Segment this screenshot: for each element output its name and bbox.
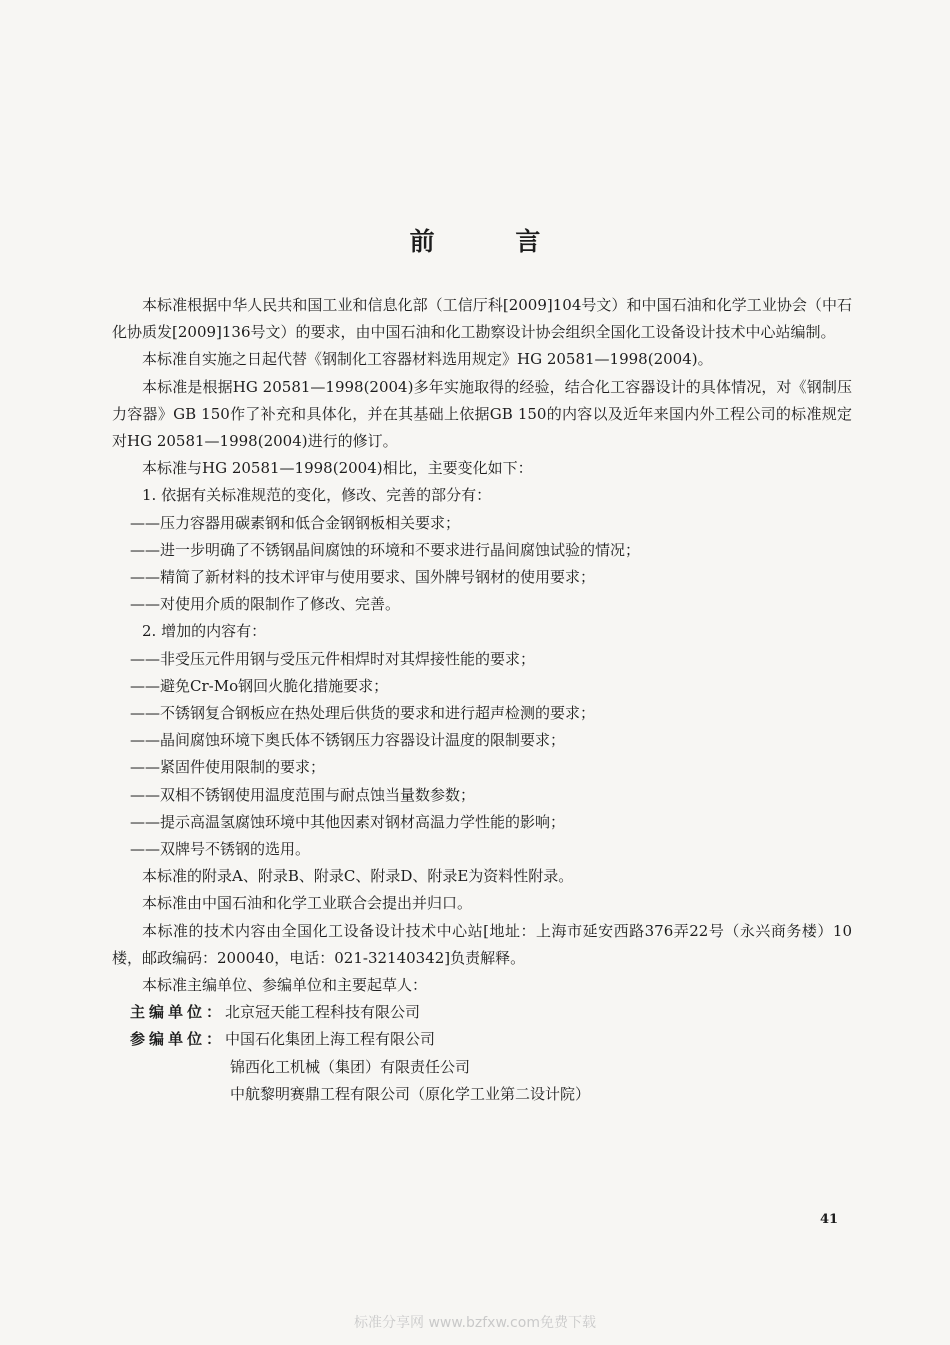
- co-drafter-label: 参编单位：: [130, 1030, 226, 1049]
- list-item: ——紧固件使用限制的要求；: [130, 758, 326, 777]
- list-item: ——避免Cr-Mo钢回火脆化措施要求；: [130, 676, 389, 695]
- section1-heading: 1. 依据有关标准规范的变化，修改、完善的部分有：: [142, 486, 492, 505]
- list-item: ——双相不锈钢使用温度范围与耐点蚀当量数参数；: [130, 785, 476, 804]
- list-item: ——压力容器用碳素钢和低合金钢钢板相关要求；: [130, 513, 461, 532]
- page-number: 41: [820, 1212, 839, 1227]
- list-item: ——提示高温氢腐蚀环境中其他因素对钢材高温力学性能的影响；: [130, 812, 566, 831]
- list-item: ——对使用介质的限制作了修改、完善。: [130, 595, 401, 614]
- paragraph-revision: 本标准是根据HG 20581—1998(2004)多年实施取得的经验，结合化工容器设计的具体情况，对《钢制压力容器》GB 150作了补充和具体化，并在其基础上依据GB 150的内容以及近年来国内外工程公司的标准规定对HG 20581—1998(2004)进行的修订。: [112, 377, 852, 451]
- list-item: ——晶间腐蚀环境下奥氏体不锈钢压力容器设计温度的限制要求；: [130, 731, 566, 750]
- watermark-footer: 标准分享网 www.bzfxw.com免费下载: [354, 1315, 596, 1331]
- paragraph-changes-intro: 本标准与HG 20581—1998(2004)相比，主要变化如下：: [142, 459, 533, 478]
- list-item: ——进一步明确了不锈钢晶间腐蚀的环境和不要求进行晶间腐蚀试验的情况；: [130, 540, 641, 559]
- list-item: ——非受压元件用钢与受压元件相焊时对其焊接性能的要求；: [130, 649, 536, 668]
- paragraph-proposer: 本标准由中国石油和化学工业联合会提出并归口。: [142, 894, 473, 913]
- co-drafter-row: [112, 1026, 852, 1053]
- paragraph-appendix: 本标准的附录A、附录B、附录C、附录D、附录E为资料性附录。: [142, 867, 574, 886]
- list-item: ——双牌号不锈钢的选用。: [130, 840, 311, 859]
- co-drafter-value: 中国石化集团上海工程有限公司: [225, 1030, 436, 1049]
- paragraph-basis: 本标准根据中华人民共和国工业和信息化部（工信厅科[2009]104号文）和中国石油和化学工业协会（中石化协质发[2009]136号文）的要求，由中国石油和化工勘察设计协会组织全国化工设备设计技术中心站编制。: [112, 296, 852, 342]
- main-drafter-label: 主编单位：: [130, 1003, 226, 1022]
- paragraph-interpretation: 本标准的技术内容由全国化工设备设计技术中心站[地址：上海市延安西路376弄22号（永兴商务楼）10楼，邮政编码：200040，电话：021-32140342]负责解释。: [112, 921, 852, 967]
- paragraph-drafters-intro: 本标准主编单位、参编单位和主要起草人：: [142, 976, 428, 995]
- co-drafter-value: 中航黎明赛鼎工程有限公司（原化学工业第二设计院）: [230, 1084, 591, 1103]
- main-drafter-value: 北京冠天能工程科技有限公司: [225, 1003, 421, 1022]
- list-item: ——不锈钢复合钢板应在热处理后供货的要求和进行超声检测的要求；: [130, 704, 596, 723]
- section2-heading: 2. 增加的内容有：: [142, 622, 267, 641]
- paragraph-replaces: 本标准自实施之日起代替《钢制化工容器材料选用规定》HG 20581—1998(2004)。: [142, 350, 713, 369]
- co-drafter-value: 锦西化工机械（集团）有限责任公司: [230, 1057, 471, 1076]
- page-title: 前 言: [409, 227, 577, 256]
- list-item: ——精简了新材料的技术评审与使用要求、国外牌号钢材的使用要求；: [130, 568, 596, 587]
- document-body: [112, 292, 852, 1108]
- main-drafter-row: [112, 999, 852, 1026]
